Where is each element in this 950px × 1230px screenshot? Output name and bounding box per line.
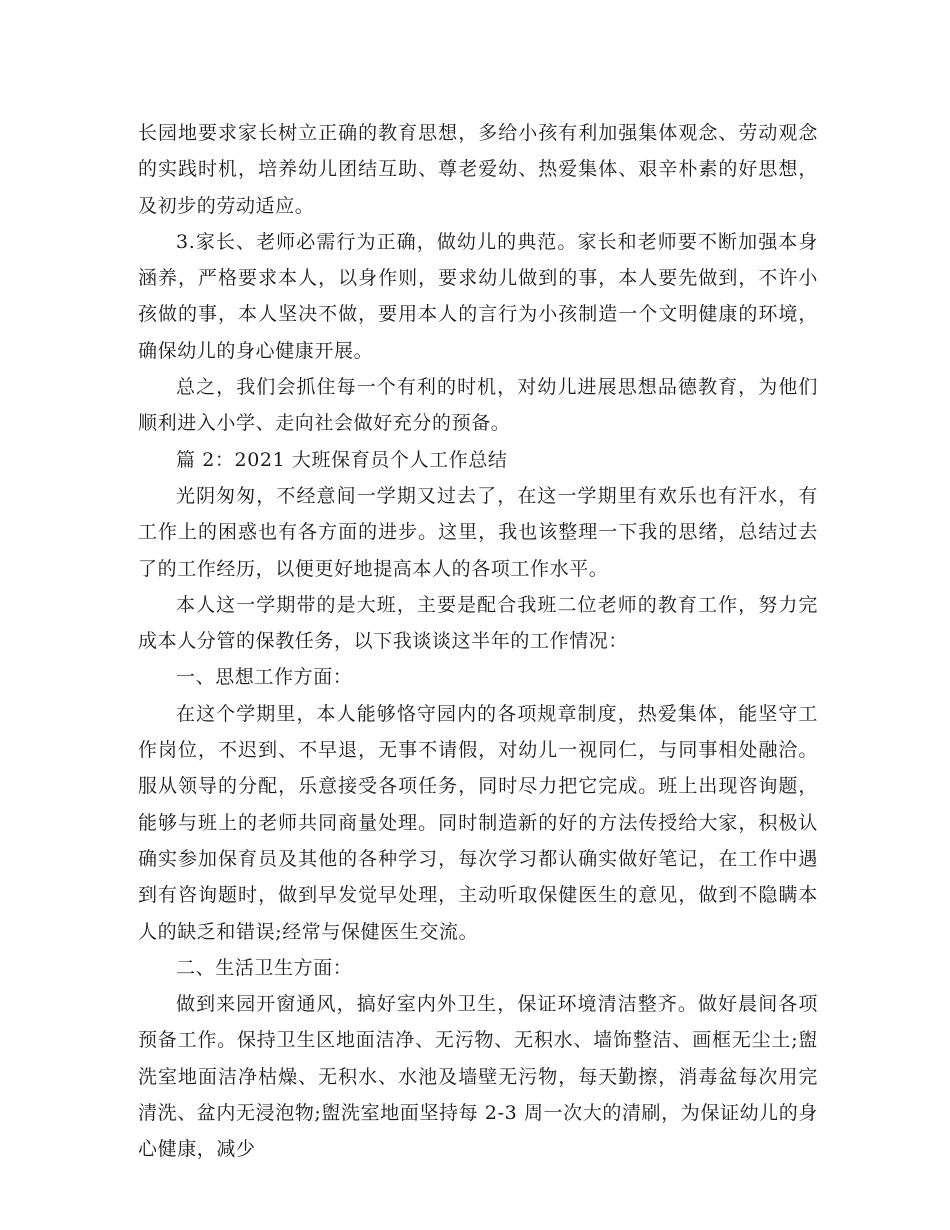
paragraph-6: 在这个学期里，本人能够恪守园内的各项规章制度，热爱集体，能坚守工作岗位，不迟到、不早退，无事不请假，对幼儿一视同仁，与同事相处融洽。服从领导的分配，乐意接受各项任务，同时尽力把它完成。班上出现咨询题，能够与班上的老师共同商量处理。同时制造新的好的方法传授给大家，积极认确实参加保育员及其他的各种学习，每次学习都认确实做好笔记，在工作中遇到有咨询题时，做到早发觉早处理，主动听取保健医生的意见，做到不隐瞒本人的缺乏和错误;经常与保健医生交流。 xyxy=(138,702,818,943)
paragraph-1: 长园地要求家长树立正确的教育思想，多给小孩有利加强集体观念、劳动观念的实践时机，培养幼儿团结互助、尊老爱幼、热爱集体、艰辛朴素的好思想，及初步的劳动适应。 xyxy=(138,122,818,217)
paragraph-2: 3.家长、老师必需行为正确，做幼儿的典范。家长和老师要不断加强本身涵养，严格要求本人，以身作则，要求幼儿做到的事，本人要先做到，不许小孩做的事，本人坚决不做，要用本人的言行为小孩制造一个文明健康的环境，确保幼儿的身心健康开展。 xyxy=(138,230,818,362)
paragraph-3: 总之，我们会抓住每一个有利的时机，对幼儿进展思想品德教育，为他们顺利进入小学、走向社会做好充分的预备。 xyxy=(138,376,818,435)
section-heading-2: 篇 2：2021 大班保育员个人工作总结 xyxy=(176,448,508,471)
paragraph-7: 做到来园开窗通风，搞好室内外卫生，保证环境清洁整齐。做好晨间各项预备工作。保持卫生区地面洁净、无污物、无积水、墙饰整洁、画框无尘土;盥洗室地面洁净枯燥、无积水、水池及墙壁无污物，每天勤擦，消毒盆每次用完清洗、盆内无浸泡物;盥洗室地面坚持每 2-3 周一次大的清刷，为保证幼儿的身心健康，减少 xyxy=(138,993,818,1161)
subheading-thought-work: 一、思想工作方面： xyxy=(176,666,353,689)
paragraph-5: 本人这一学期带的是大班，主要是配合我班二位老师的教育工作，努力完成本人分管的保教任务，以下我谈谈这半年的工作情况： xyxy=(138,593,818,653)
paragraph-4: 光阴匆匆，不经意间一学期又过去了，在这一学期里有欢乐也有汗水，有工作上的困惑也有各方面的进步。这里，我也该整理一下我的思绪，总结过去了的工作经历，以便更好地提高本人的各项工作水平。 xyxy=(138,484,818,580)
document-body xyxy=(138,115,818,1168)
subheading-life-hygiene: 二、生活卫生方面： xyxy=(176,956,353,979)
